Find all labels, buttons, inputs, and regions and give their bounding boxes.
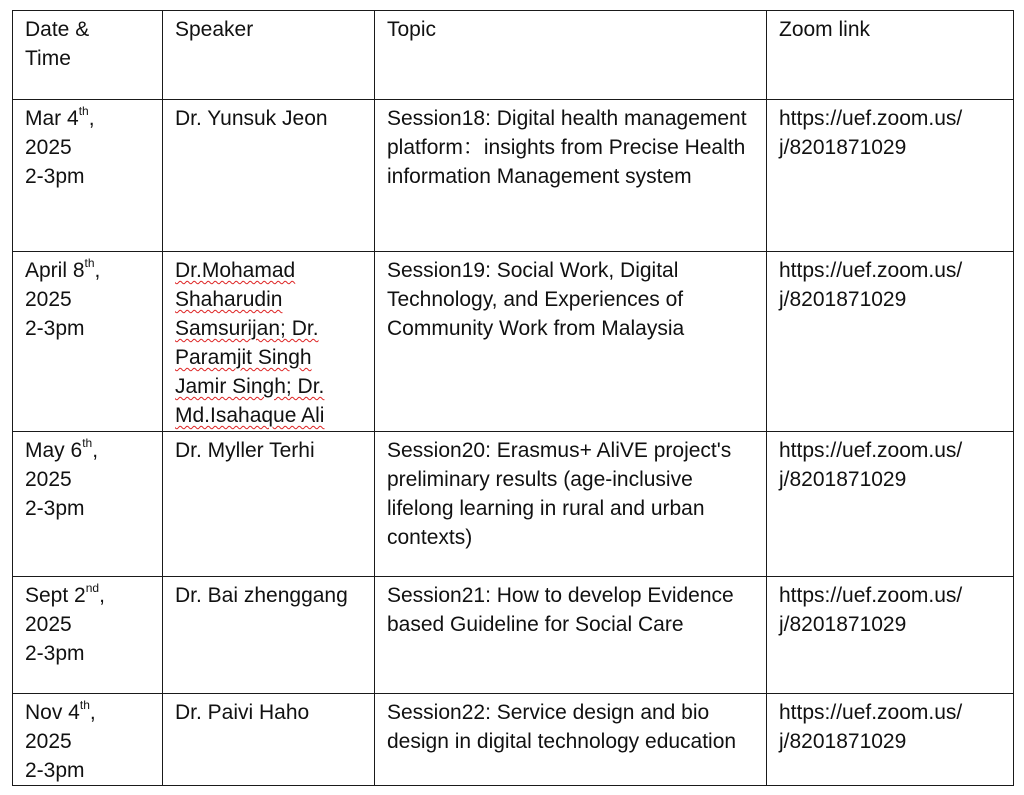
- table-row: [13, 252, 1014, 432]
- date-time-cell: [13, 694, 163, 786]
- header-date-line1: Date &: [25, 18, 90, 41]
- time: 2-3pm: [25, 317, 85, 340]
- month-day: Nov 4: [25, 701, 80, 724]
- table-row: [13, 100, 1014, 252]
- zoom-link-line1[interactable]: https://uef.zoom.us/: [779, 584, 963, 607]
- topic-cell: Session20: Erasmus+ AliVE project's preliminary results (age-inclusive lifelong learning in rural and urban contexts): [375, 432, 767, 577]
- date-comma: ,: [94, 259, 101, 282]
- year: 2025: [25, 613, 72, 636]
- month-day: Mar 4: [25, 107, 79, 130]
- topic-cell: Session18: Digital health management platform：insights from Precise Health information Management system: [375, 100, 767, 252]
- speaker-names: Dr.Mohamad Shaharudin Samsurijan; Dr. Paramjit Singh Jamir Singh; Dr. Md.Isahaque Ali: [175, 259, 325, 427]
- date-time-cell: [13, 577, 163, 694]
- speaker-cell: [163, 252, 375, 432]
- date-line: [25, 698, 152, 727]
- zoom-link-line2[interactable]: j/8201871029: [779, 730, 907, 753]
- header-date-time: [13, 11, 163, 100]
- speaker-cell: Dr. Paivi Haho: [163, 694, 375, 786]
- ordinal-suffix: th: [78, 104, 89, 118]
- topic-cell: Session22: Service design and bio design in digital technology education: [375, 694, 767, 786]
- zoom-link-line2[interactable]: j/8201871029: [779, 613, 907, 636]
- ordinal-suffix: nd: [85, 581, 100, 595]
- year: 2025: [25, 730, 72, 753]
- month-day: May 6: [25, 439, 83, 462]
- zoom-link-line1[interactable]: https://uef.zoom.us/: [779, 259, 963, 282]
- date-time-cell: [13, 100, 163, 252]
- date-time-cell: [13, 432, 163, 577]
- topic-cell: Session21: How to develop Evidence based Guideline for Social Care: [375, 577, 767, 694]
- month-day: April 8: [25, 259, 85, 282]
- table-row: [13, 432, 1014, 577]
- zoom-link[interactable]: [767, 694, 1014, 786]
- date-line: [25, 104, 152, 133]
- speaker-cell: Dr. Yunsuk Jeon: [163, 100, 375, 252]
- date-time-cell: [13, 252, 163, 432]
- header-date-line2: Time: [25, 47, 71, 70]
- date-line: [25, 436, 152, 465]
- table-row: [13, 577, 1014, 694]
- date-comma: ,: [88, 107, 95, 130]
- zoom-link-line1[interactable]: https://uef.zoom.us/: [779, 701, 963, 724]
- speaker-cell: Dr. Myller Terhi: [163, 432, 375, 577]
- year: 2025: [25, 288, 72, 311]
- zoom-link[interactable]: [767, 252, 1014, 432]
- header-speaker: Speaker: [163, 11, 375, 100]
- date-comma: ,: [99, 584, 105, 607]
- header-topic: Topic: [375, 11, 767, 100]
- date-line: [25, 256, 152, 285]
- table-header-row: [13, 11, 1014, 100]
- time: 2-3pm: [25, 165, 85, 188]
- ordinal-suffix: th: [82, 436, 93, 450]
- time: 2-3pm: [25, 642, 85, 665]
- date-comma: ,: [89, 701, 96, 724]
- time: 2-3pm: [25, 759, 85, 782]
- date-comma: ,: [92, 439, 99, 462]
- zoom-link-line2[interactable]: j/8201871029: [779, 288, 907, 311]
- year: 2025: [25, 468, 72, 491]
- seminar-schedule-table: [12, 10, 1014, 786]
- month-day: Sept 2: [25, 584, 86, 607]
- zoom-link-line2[interactable]: j/8201871029: [779, 468, 907, 491]
- table-row: [13, 694, 1014, 786]
- year: 2025: [25, 136, 72, 159]
- date-line: [25, 581, 152, 610]
- header-zoom-link: Zoom link: [767, 11, 1014, 100]
- zoom-link-line1[interactable]: https://uef.zoom.us/: [779, 107, 963, 130]
- topic-cell: Session19: Social Work, Digital Technology, and Experiences of Community Work from Malaysia: [375, 252, 767, 432]
- ordinal-suffix: th: [84, 256, 95, 270]
- time: 2-3pm: [25, 497, 85, 520]
- ordinal-suffix: th: [79, 698, 90, 712]
- zoom-link[interactable]: [767, 100, 1014, 252]
- zoom-link-line2[interactable]: j/8201871029: [779, 136, 907, 159]
- zoom-link-line1[interactable]: https://uef.zoom.us/: [779, 439, 963, 462]
- speaker-cell: Dr. Bai zhenggang: [163, 577, 375, 694]
- zoom-link[interactable]: [767, 432, 1014, 577]
- zoom-link[interactable]: [767, 577, 1014, 694]
